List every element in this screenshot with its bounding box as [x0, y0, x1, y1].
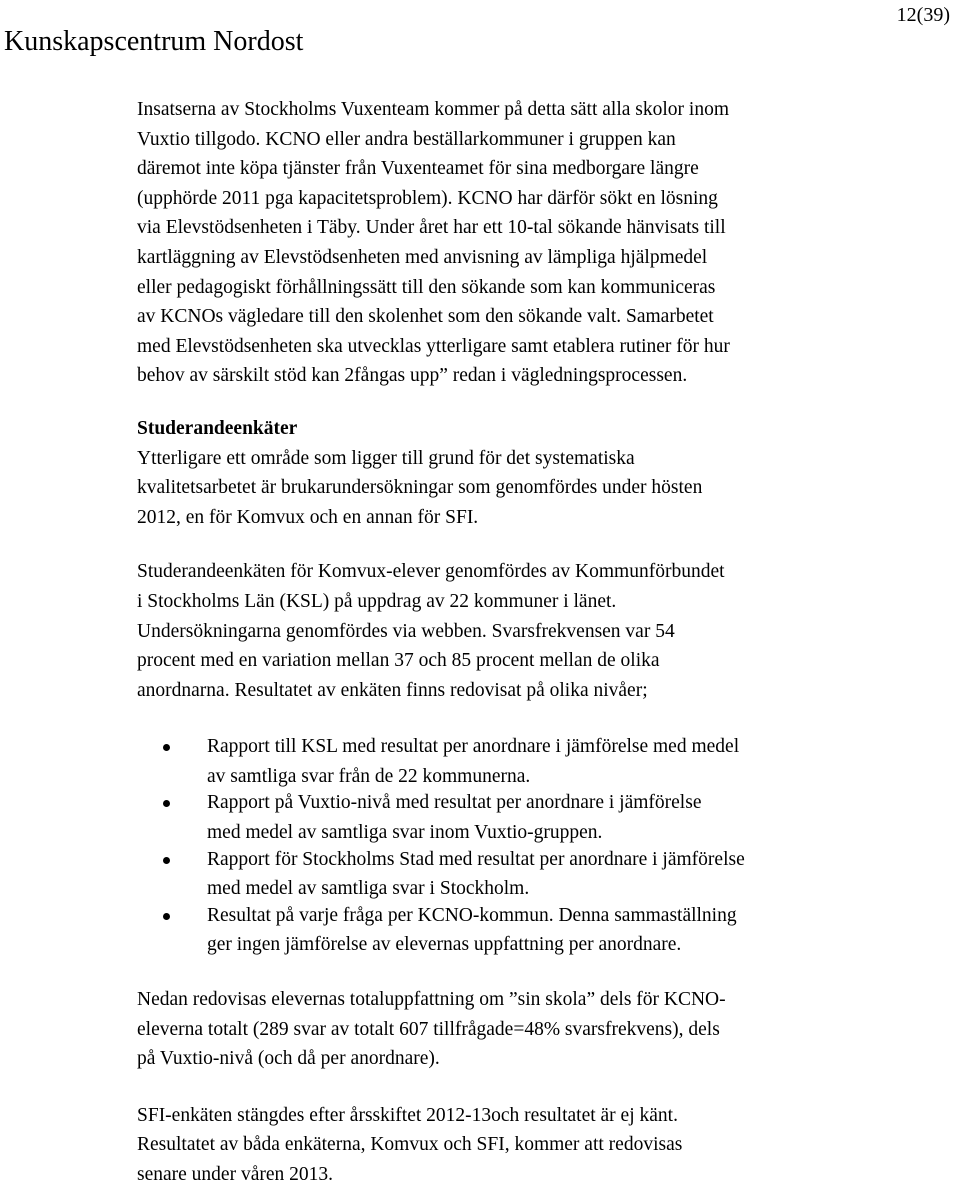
- text-line: Resultatet av båda enkäterna, Komvux och SFI, kommer att redovisas: [137, 1134, 683, 1156]
- text-line: däremot inte köpa tjänster från Vuxenteamet för sina medborgare längre: [137, 158, 699, 180]
- text-line: 2012, en för Komvux och en annan för SFI.: [137, 506, 479, 528]
- bullet-icon: [163, 857, 170, 864]
- text-line: Ytterligare ett område som ligger till grund för det systematiska: [137, 447, 635, 469]
- text-line: Nedan redovisas elevernas totaluppfattning om ”sin skola” dels för KCNO-: [137, 989, 726, 1011]
- text-line: procent med en variation mellan 37 och 85 procent mellan de olika: [137, 650, 660, 672]
- text-line: med medel av samtliga svar inom Vuxtio-gruppen.: [207, 822, 603, 844]
- text-line: (upphörde 2011 pga kapacitetsproblem). KCNO har därför sökt en lösning: [137, 187, 718, 209]
- bullet-icon: [163, 744, 170, 751]
- text-line: Resultat på varje fråga per KCNO-kommun. Denna sammaställning: [207, 904, 737, 926]
- section-heading: Studerandeenkäter: [137, 417, 298, 439]
- text-line: ger ingen jämförelse av elevernas uppfattning per anordnare.: [207, 934, 682, 956]
- text-line: anordnarna. Resultatet av enkäten finns redovisat på olika nivåer;: [137, 679, 648, 701]
- bullet-icon: [163, 913, 170, 920]
- text-line: Rapport på Vuxtio-nivå med resultat per anordnare i jämförelse: [207, 792, 702, 814]
- text-line: senare under våren 2013.: [137, 1164, 333, 1185]
- text-line: kvalitetsarbetet är brukarundersökningar som genomfördes under hösten: [137, 477, 703, 499]
- text-line: behov av särskilt stöd kan 2fångas upp” redan i vägledningsprocessen.: [137, 365, 688, 387]
- paragraph-sfi-survey: [137, 1101, 937, 1190]
- text-line: på Vuxtio-nivå (och då per anordnare).: [137, 1048, 440, 1070]
- list-item: [137, 901, 937, 960]
- list-item: [137, 845, 937, 904]
- text-line: kartläggning av Elevstödsenheten med anvisning av lämpliga hjälpmedel: [137, 246, 708, 268]
- text-line: Undersökningarna genomfördes via webben. Svarsfrekvensen var 54: [137, 620, 675, 642]
- text-line: eller pedagogiskt förhållningssätt till den sökande som kan kommuniceras: [137, 276, 716, 298]
- paragraph-vuxenteam: [137, 95, 937, 391]
- page-header: [0, 0, 960, 70]
- section-studerandeenkater: [137, 414, 937, 532]
- page-number: 12(39): [896, 4, 950, 26]
- bullet-icon: [163, 800, 170, 807]
- document-title: Kunskapscentrum Nordost: [4, 26, 304, 57]
- text-line: via Elevstödsenheten i Täby. Under året har ett 10-tal sökande hänvisats till: [137, 217, 726, 239]
- text-line: i Stockholms Län (KSL) på uppdrag av 22 kommuner i länet.: [137, 590, 617, 612]
- text-line: Rapport till KSL med resultat per anordnare i jämförelse med medel: [207, 736, 740, 758]
- text-line: Insatserna av Stockholms Vuxenteam kommer på detta sätt alla skolor inom: [137, 99, 729, 120]
- text-line: Studerandeenkäten för Komvux-elever genomfördes av Kommunförbundet: [137, 561, 725, 583]
- text-line: med medel av samtliga svar i Stockholm.: [207, 878, 530, 900]
- text-line: med Elevstödsenheten ska utvecklas ytterligare samt etablera rutiner för hur: [137, 335, 730, 357]
- text-line: Rapport för Stockholms Stad med resultat per anordnare i jämförelse: [207, 848, 745, 870]
- paragraph-totaluppfattning: [137, 985, 937, 1074]
- text-line: av samtliga svar från de 22 kommunerna.: [207, 765, 531, 787]
- paragraph-komvux-survey: [137, 557, 937, 705]
- text-line: av KCNOs vägledare till den skolenhet som den sökande valt. Samarbetet: [137, 306, 714, 328]
- text-line: SFI-enkäten stängdes efter årsskiftet 2012-13och resultatet är ej känt.: [137, 1104, 678, 1126]
- list-item: [137, 732, 937, 791]
- list-item: [137, 788, 937, 847]
- text-line: Vuxtio tillgodo. KCNO eller andra beställarkommuner i gruppen kan: [137, 128, 676, 150]
- text-line: eleverna totalt (289 svar av totalt 607 tillfrågade=48% svarsfrekvens), dels: [137, 1018, 720, 1040]
- bullet-list: [137, 732, 937, 960]
- document-body: [137, 95, 937, 1190]
